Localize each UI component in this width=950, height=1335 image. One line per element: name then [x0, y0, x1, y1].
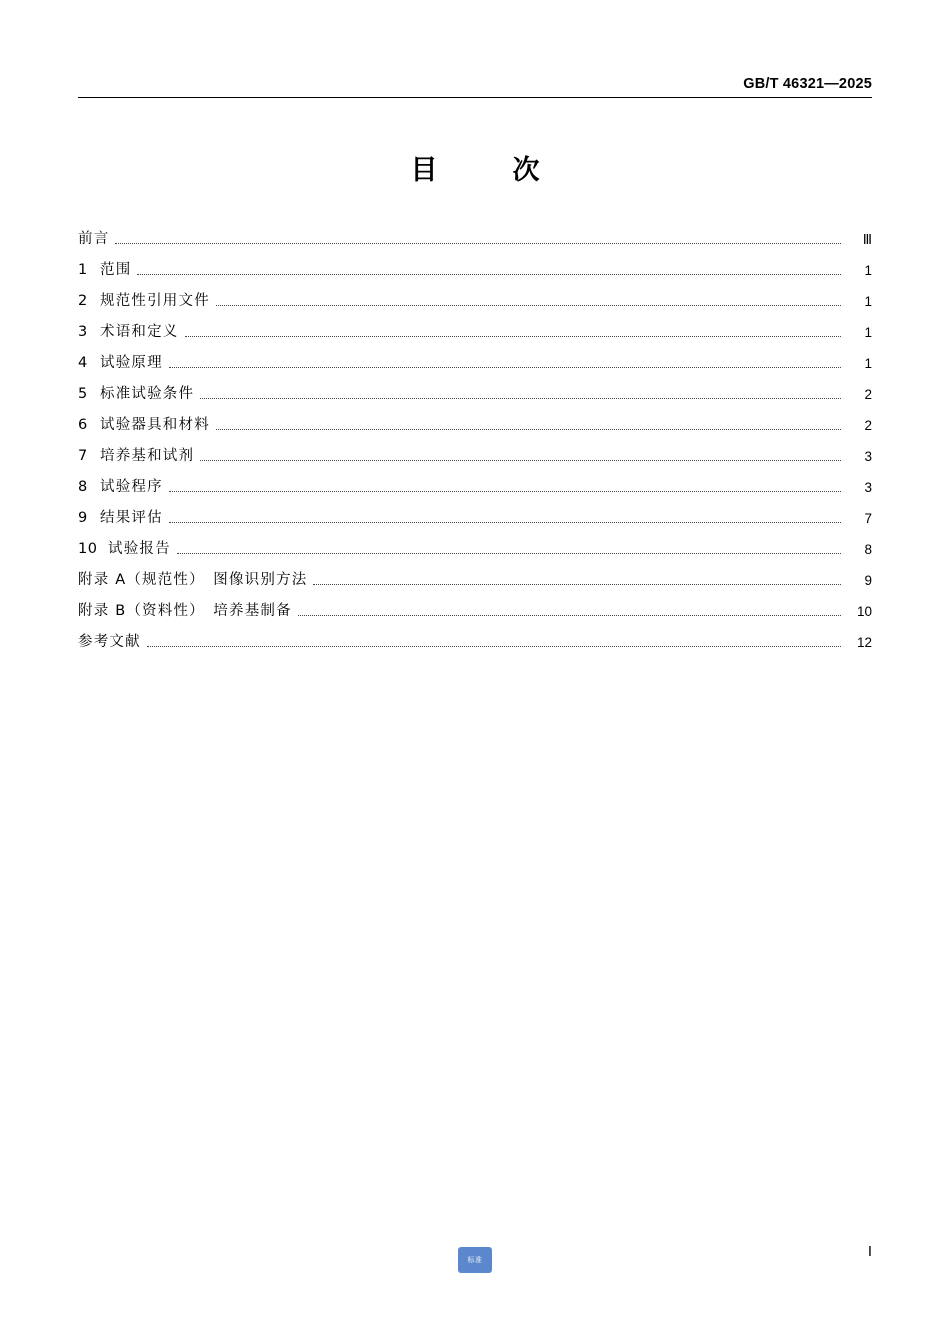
toc-entry[interactable]: [78, 418, 872, 433]
toc-leader: [147, 644, 841, 647]
toc-entry-label: 试验器具和材料: [100, 417, 210, 433]
toc-entry-label: 培养基和试剂: [100, 448, 195, 464]
toc-entry-number: 8: [78, 479, 88, 495]
toc-leader: [200, 458, 841, 461]
toc-entry-references[interactable]: [78, 635, 872, 650]
toc-entry-number: 9: [78, 510, 88, 526]
toc-leader: [115, 241, 841, 244]
toc-entry-page: 3: [864, 480, 872, 495]
toc-entry-page: 10: [856, 604, 872, 619]
toc-entry-page: Ⅲ: [862, 232, 872, 247]
toc-entry[interactable]: [78, 511, 872, 526]
table-of-contents: [78, 232, 872, 666]
toc-leader: [177, 551, 841, 554]
toc-entry-label: 参考文献: [78, 634, 141, 650]
toc-entry-label: 前言: [78, 231, 110, 247]
toc-entry-number: 4: [78, 355, 88, 371]
toc-entry[interactable]: [78, 356, 872, 371]
toc-entry-number: 2: [78, 293, 88, 309]
toc-entry-number: 6: [78, 417, 88, 433]
toc-entry-number: 3: [78, 324, 88, 340]
toc-entry-page: 3: [864, 449, 872, 464]
toc-entry-annex-b[interactable]: [78, 604, 872, 619]
toc-entry-label: 试验原理: [100, 355, 163, 371]
toc-entry[interactable]: [78, 449, 872, 464]
toc-entry-page: 12: [856, 635, 872, 650]
toc-leader: [169, 365, 841, 368]
toc-entry-number: 10: [78, 541, 98, 557]
toc-entry[interactable]: [78, 325, 872, 340]
page-header: [78, 72, 872, 98]
toc-entry[interactable]: [78, 232, 872, 247]
toc-leader: [216, 303, 841, 306]
toc-entry-label: 结果评估: [100, 510, 163, 526]
toc-entry-label: 附录 A（规范性） 图像识别方法: [78, 572, 308, 588]
toc-entry[interactable]: [78, 480, 872, 495]
toc-entry-page: 1: [864, 325, 872, 340]
toc-entry-page: 1: [864, 263, 872, 278]
toc-entry-page: 8: [864, 542, 872, 557]
toc-leader: [200, 396, 841, 399]
toc-entry-number: 7: [78, 448, 88, 464]
page-number: Ⅰ: [867, 1245, 872, 1260]
standard-number: GB/T 46321—2025: [743, 76, 872, 92]
toc-entry-label: 规范性引用文件: [100, 293, 210, 309]
toc-entry-page: 7: [864, 511, 872, 526]
toc-leader: [185, 334, 842, 337]
toc-leader: [169, 520, 841, 523]
toc-entry-label: 附录 B（资料性） 培养基制备: [78, 603, 292, 619]
toc-leader: [313, 582, 841, 585]
toc-entry-page: 1: [864, 356, 872, 371]
toc-entry[interactable]: [78, 263, 872, 278]
toc-entry-page: 2: [864, 387, 872, 402]
toc-entry-annex-a[interactable]: [78, 573, 872, 588]
toc-entry-label: 试验程序: [100, 479, 163, 495]
toc-entry-label: 标准试验条件: [100, 386, 195, 402]
toc-entry-page: 9: [864, 573, 872, 588]
toc-leader: [216, 427, 841, 430]
toc-entry-page: 2: [864, 418, 872, 433]
toc-entry-number: 1: [78, 262, 88, 278]
page-title: 目 次: [410, 155, 564, 186]
toc-entry-page: 1: [864, 294, 872, 309]
toc-entry-number: 5: [78, 386, 88, 402]
toc-entry[interactable]: [78, 542, 872, 557]
header-rule: [78, 97, 872, 98]
toc-entry[interactable]: [78, 294, 872, 309]
toc-leader: [137, 272, 841, 275]
watermark-logo: 标准: [458, 1247, 492, 1273]
toc-leader: [169, 489, 841, 492]
toc-entry-label: 术语和定义: [100, 324, 179, 340]
toc-entry-label: 范围: [100, 262, 132, 278]
toc-entry[interactable]: [78, 387, 872, 402]
toc-leader: [298, 613, 841, 616]
toc-entry-label: 试验报告: [108, 541, 171, 557]
